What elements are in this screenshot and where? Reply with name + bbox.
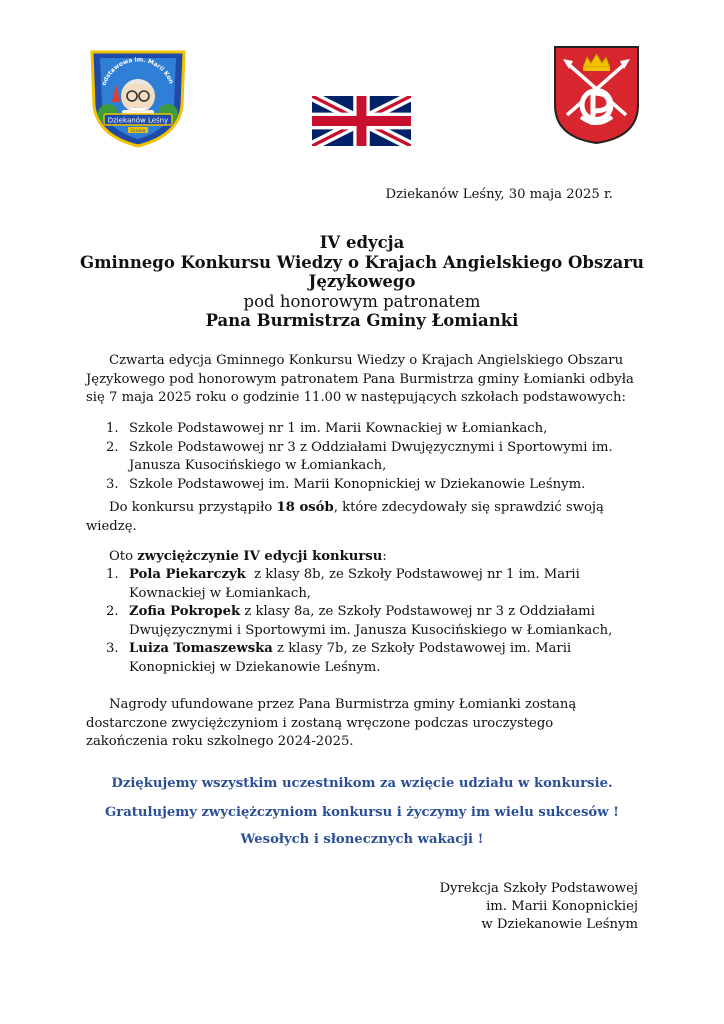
list-item: 2. Zofia Pokropek z klasy 8a, ze Szkoły Podstawowej nr 3 z Oddziałami Dwujęzycznymi i Sportowymi im. Janusza Kusocińskiego w Łomiankach, [106,604,613,638]
participants-paragraph: Do konkursu przystąpiło 18 osób, które zdecydowały się sprawdzić swoją wiedzę. [86,500,604,534]
logo-banner-text: Dziekanów Leśny [107,116,169,125]
prizes-paragraph: Nagrody ufundowane przez Pana Burmistrza gminy Łomianki zostaną dostarczone zwyciężczyniom i zostaną wręczone podczas uroczystego zakończenia roku szkolnego 2024-2025. [86,697,577,749]
school-logo [86,44,190,148]
signature-block [439,880,638,934]
title-line-mayor: Pana Burmistrza Gminy Łomianki [205,311,519,330]
document-date: Dziekanów Leśny, 30 maja 2025 r. [385,187,613,202]
signature-line: im. Marii Konopnickiej [486,899,638,914]
logo-arc-text: odstawowa im. Marii Kon [100,56,175,87]
winner-name: Luiza Tomaszewska [129,641,273,656]
winners-list [86,566,638,677]
title-line-patronage: pod honorowym patronatem [243,291,481,311]
intro-paragraph: Czwarta edycja Gminnego Konkursu Wiedzy o Krajach Angielskiego Obszaru Językowego pod honorowym patronatem Pana Burmistrza gminy Łomianki odbyła się 7 maja 2025 roku o godzinie 11.00 w następujących szkołach podstawowych: [86,353,634,405]
list-item: 1. Szkole Podstawowej nr 1 im. Marii Kownackiej w Łomiankach, [106,421,548,436]
list-item: 1. Pola Piekarczyk z klasy 8b, ze Szkoły Podstawowej nr 1 im. Marii Kownackiej w Łomiankach, [106,567,585,601]
list-item: 3. Luiza Tomaszewska z klasy 7b, ze Szkoły Podstawowej im. Marii Konopnickiej w Dziekanowie Leśnym. [106,641,572,675]
united-kingdom-flag-icon [312,96,411,146]
list-item: 2. Szkole Podstawowej nr 3 z Oddziałami Dwujęzycznymi i Sportowymi im. Janusza Kusocińskiego w Łomiankach, [106,439,613,473]
title-line-contest-end: Językowego [308,272,416,291]
winner-name: Zofia Pokropek [129,604,241,619]
congratulations-winners: Gratulujemy zwyciężczyniom konkursu i życzymy im wielu sukcesów ! [105,805,619,820]
document-title [60,233,664,331]
title-line-contest: Gminnego Konkursu Wiedzy o Krajach Angielskiego Obszaru [80,252,644,272]
school-logo-icon [86,44,190,148]
signature-line: Dyrekcja Szkoły Podstawowej [439,881,638,896]
schools-list [86,420,638,494]
lomianki-coat-of-arms-icon [553,45,640,145]
winners-intro: Oto zwyciężczynie IV edycji konkursu: [109,549,387,564]
thanks-participants: Dziękujemy wszystkim uczestnikom za wzięcie udziału w konkursie. [111,776,613,791]
participants-count: 18 osób [276,500,334,515]
logo-ribbon-text: Gmina [130,128,146,134]
holiday-wishes: Wesołych i słonecznych wakacji ! [240,832,484,847]
title-line-edition: IV edycja [319,233,405,252]
winner-name: Pola Piekarczyk [129,567,246,582]
list-item: 3. Szkole Podstawowej im. Marii Konopnickiej w Dziekanowie Leśnym. [106,476,586,492]
signature-line: w Dziekanowie Leśnym [481,917,638,932]
